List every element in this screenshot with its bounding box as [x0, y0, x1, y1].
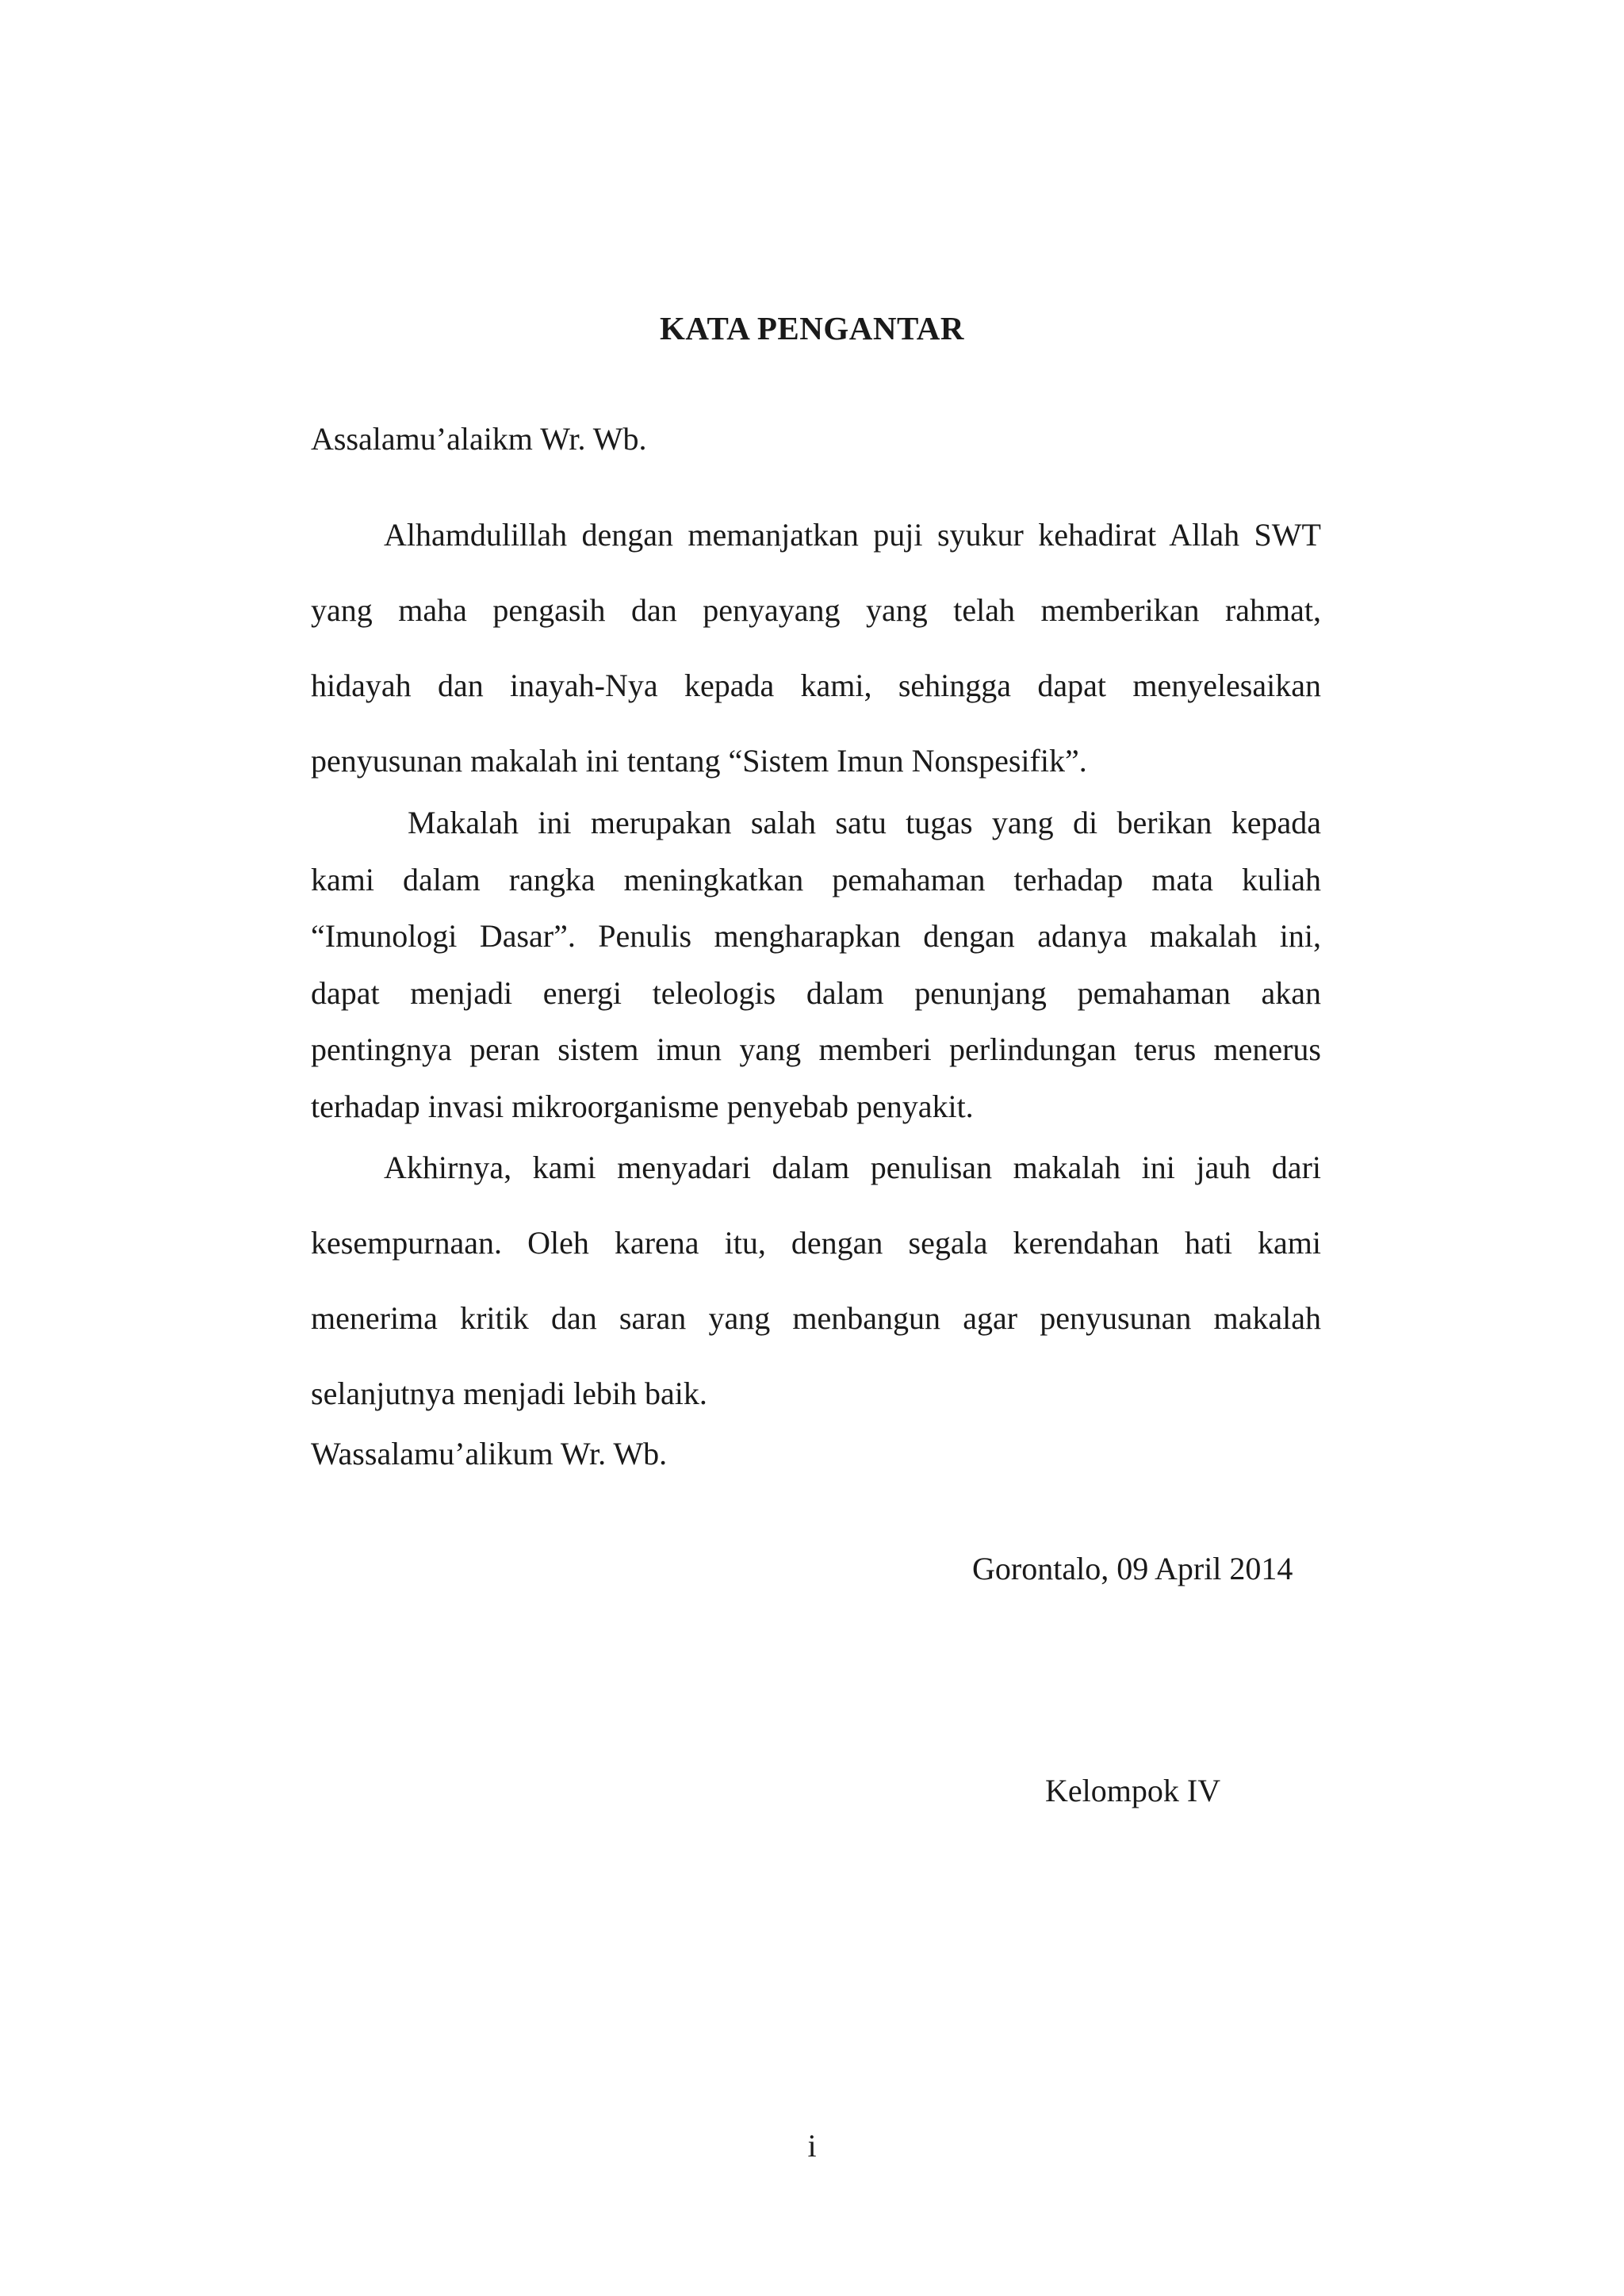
- paragraph-line: kesempurnaan. Oleh karena itu, dengan segala kerendahan hati kami: [311, 1225, 1321, 1261]
- paragraph-line: penyusunan makalah ini tentang “Sistem Imun Nonspesifik”.: [311, 743, 1087, 779]
- page-number: i: [807, 2128, 817, 2164]
- paragraph-line: selanjutnya menjadi lebih baik.: [311, 1376, 707, 1411]
- paragraph-line: terhadap invasi mikroorganisme penyebab penyakit.: [311, 1088, 974, 1124]
- closing-text: Wassalamu’alikum Wr. Wb.: [311, 1436, 668, 1471]
- paragraph-line: Akhirnya, kami menyadari dalam penulisan makalah ini jauh dari: [384, 1150, 1321, 1185]
- greeting-text: Assalamu’alaikm Wr. Wb.: [311, 421, 647, 457]
- paragraph-line: dapat menjadi energi teleologis dalam penunjang pemahaman akan: [311, 974, 1321, 1011]
- paragraph-line: hidayah dan inayah-Nya kepada kami, sehingga dapat menyelesaikan: [311, 668, 1321, 703]
- paragraph-line: kami dalam rangka meningkatkan pemahaman terhadap mata kuliah: [311, 861, 1321, 897]
- paragraph-line: Alhamdulillah dengan memanjatkan puji syukur kehadirat Allah SWT: [384, 517, 1321, 553]
- place-date: Gorontalo, 09 April 2014: [972, 1551, 1293, 1586]
- paragraph-line: menerima kritik dan saran yang menbangun agar penyusunan makalah: [311, 1300, 1321, 1336]
- signature: Kelompok IV: [1045, 1773, 1221, 1808]
- paragraph-line: Makalah ini merupakan salah satu tugas yang di berikan kepada: [408, 805, 1321, 840]
- paragraph-line: yang maha pengasih dan penyayang yang telah memberikan rahmat,: [311, 592, 1321, 628]
- paragraph-2: [311, 794, 1321, 1135]
- paragraph-3: [311, 1130, 1321, 1431]
- paragraph-1: [311, 497, 1321, 798]
- page-title: KATA PENGANTAR: [660, 310, 964, 346]
- paragraph-line: pentingnya peran sistem imun yang memberi perlindungan terus menerus: [311, 1031, 1321, 1067]
- paragraph-line: “Imunologi Dasar”. Penulis mengharapkan dengan adanya makalah ini,: [311, 918, 1321, 954]
